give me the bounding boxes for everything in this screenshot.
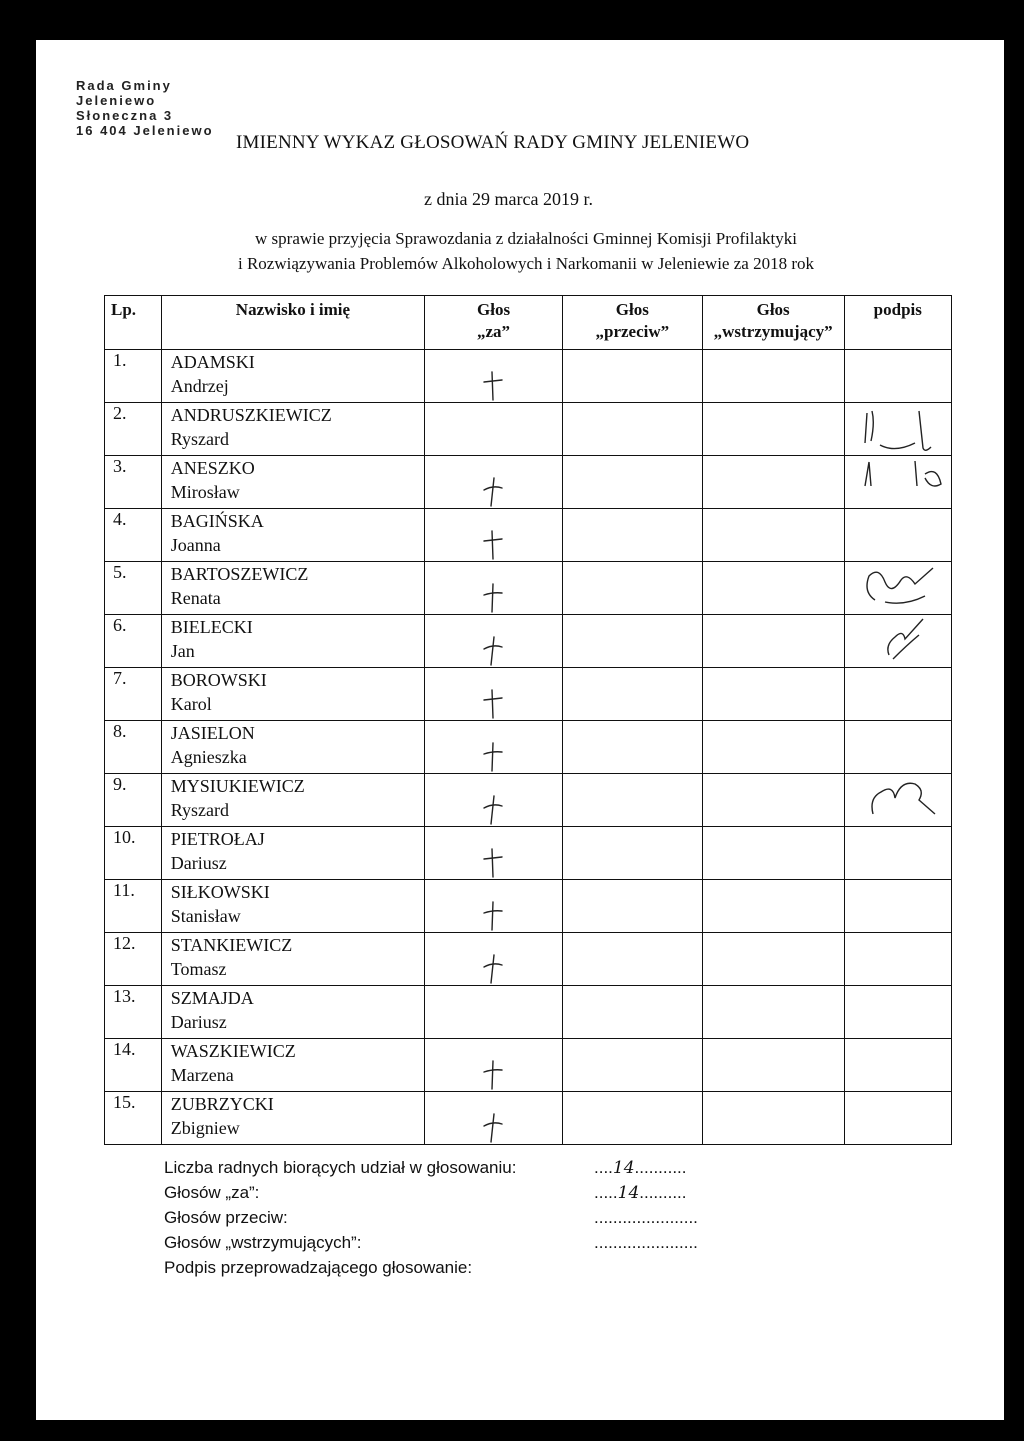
cell-lp: 6. xyxy=(105,615,162,668)
cell-surname: WASZKIEWICZ xyxy=(170,1041,296,1061)
summary-wstrzymujacy-value: ...................... xyxy=(594,1233,698,1252)
cell-surname: ZUBRZYCKI xyxy=(170,1094,274,1114)
cell-first-name: Agnieszka xyxy=(170,747,247,767)
header-lp: Lp. xyxy=(105,296,162,350)
signature-scribble xyxy=(845,562,950,614)
cell-przeciw xyxy=(562,933,702,986)
cell-name xyxy=(161,615,424,668)
header-podpis: podpis xyxy=(844,296,951,350)
header-wstrzymujacy-line2: „wstrzymujący” xyxy=(713,322,833,341)
cell-surname: BOROWSKI xyxy=(170,670,267,690)
cell-name xyxy=(161,880,424,933)
cell-przeciw xyxy=(562,721,702,774)
cell-name xyxy=(161,1092,424,1145)
cell-przeciw xyxy=(562,1092,702,1145)
cell-wstrzymujacy xyxy=(702,827,844,880)
cell-lp: 12. xyxy=(105,933,162,986)
cell-podpis xyxy=(844,562,951,615)
cell-wstrzymujacy xyxy=(702,721,844,774)
header-wstrzymujacy xyxy=(702,296,844,350)
cell-za xyxy=(425,350,563,403)
cell-przeciw xyxy=(562,456,702,509)
cell-surname: SIŁKOWSKI xyxy=(170,882,270,902)
header-przeciw-line2: „przeciw” xyxy=(595,322,670,341)
signature-scribble xyxy=(845,456,950,508)
cell-za xyxy=(425,615,563,668)
cell-lp: 4. xyxy=(105,509,162,562)
cell-przeciw xyxy=(562,880,702,933)
vote-cross-mark xyxy=(481,1057,505,1091)
cell-name xyxy=(161,933,424,986)
cell-przeciw xyxy=(562,350,702,403)
cell-wstrzymujacy xyxy=(702,774,844,827)
document-page xyxy=(36,40,1004,1420)
header-wstrzymujacy-line1: Głos xyxy=(756,300,790,319)
cell-surname: JASIELON xyxy=(170,723,255,743)
cell-za xyxy=(425,721,563,774)
cell-wstrzymujacy xyxy=(702,933,844,986)
cell-przeciw xyxy=(562,1039,702,1092)
cell-surname: BARTOSZEWICZ xyxy=(170,564,309,584)
vote-cross-mark xyxy=(481,898,505,932)
cell-name xyxy=(161,403,424,456)
cell-surname: ANDRUSZKIEWICZ xyxy=(170,405,332,425)
subject-line: w sprawie przyjęcia Sprawozdania z działalności Gminnej Komisji Profilaktyki xyxy=(255,229,797,248)
cell-wstrzymujacy xyxy=(702,1039,844,1092)
cell-podpis xyxy=(844,509,951,562)
cell-wstrzymujacy xyxy=(702,1092,844,1145)
cell-lp: 5. xyxy=(105,562,162,615)
cell-name xyxy=(161,1039,424,1092)
stamp-line: 16 404 Jeleniewo xyxy=(76,123,214,138)
cell-wstrzymujacy xyxy=(702,880,844,933)
summary-przeciw-value: ...................... xyxy=(594,1208,698,1227)
cell-first-name: Andrzej xyxy=(170,376,229,396)
cell-first-name: Jan xyxy=(170,641,195,661)
table-row xyxy=(105,986,952,1039)
vote-cross-mark xyxy=(481,633,505,667)
cell-first-name: Renata xyxy=(170,588,221,608)
stamp-line: Rada Gminy xyxy=(76,78,172,93)
subject-line: i Rozwiązywania Problemów Alkoholowych i Narkomanii w Jeleniewie za 2018 rok xyxy=(238,254,814,273)
cell-podpis xyxy=(844,827,951,880)
cell-lp: 14. xyxy=(105,1039,162,1092)
cell-name xyxy=(161,721,424,774)
cell-lp: 7. xyxy=(105,668,162,721)
cell-first-name: Marzena xyxy=(170,1065,234,1085)
table-row xyxy=(105,880,952,933)
table-row xyxy=(105,1092,952,1145)
cell-surname: BAGIŃSKA xyxy=(170,511,264,531)
cell-przeciw xyxy=(562,827,702,880)
cell-przeciw xyxy=(562,615,702,668)
vote-cross-mark xyxy=(481,474,505,508)
header-przeciw-line1: Głos xyxy=(615,300,649,319)
vote-cross-mark xyxy=(481,686,505,720)
summary-participants-label: Liczba radnych biorących udział w głosowaniu: xyxy=(164,1158,517,1177)
cell-za xyxy=(425,562,563,615)
cell-name xyxy=(161,509,424,562)
cell-name xyxy=(161,562,424,615)
cell-surname: PIETROŁAJ xyxy=(170,829,265,849)
summary-row xyxy=(164,1255,516,1280)
vote-cross-mark xyxy=(481,580,505,614)
cell-lp: 10. xyxy=(105,827,162,880)
cell-podpis xyxy=(844,986,951,1039)
cell-lp: 3. xyxy=(105,456,162,509)
cell-lp: 9. xyxy=(105,774,162,827)
cell-podpis xyxy=(844,403,951,456)
summary-row xyxy=(164,1205,698,1230)
table-row xyxy=(105,350,952,403)
cell-first-name: Ryszard xyxy=(170,800,229,820)
votes-table xyxy=(104,295,952,1145)
table-row xyxy=(105,774,952,827)
cell-surname: SZMAJDA xyxy=(170,988,254,1008)
cell-podpis xyxy=(844,615,951,668)
table-row xyxy=(105,668,952,721)
cell-first-name: Zbigniew xyxy=(170,1118,240,1138)
cell-za xyxy=(425,827,563,880)
cell-wstrzymujacy xyxy=(702,562,844,615)
cell-podpis xyxy=(844,933,951,986)
table-row xyxy=(105,456,952,509)
signature-scribble xyxy=(845,403,950,455)
cell-za xyxy=(425,456,563,509)
cell-lp: 2. xyxy=(105,403,162,456)
cell-first-name: Stanisław xyxy=(170,906,241,926)
summary-przeciw-label: Głosów przeciw: xyxy=(164,1208,288,1227)
cell-za xyxy=(425,1039,563,1092)
summary-signature-label: Podpis przeprowadzającego głosowanie: xyxy=(164,1258,473,1277)
cell-podpis xyxy=(844,668,951,721)
cell-surname: STANKIEWICZ xyxy=(170,935,293,955)
cell-lp: 11. xyxy=(105,880,162,933)
stamp-line: Słoneczna 3 xyxy=(76,108,174,123)
summary-row xyxy=(164,1180,687,1205)
cell-przeciw xyxy=(562,668,702,721)
cell-first-name: Dariusz xyxy=(170,1012,227,1032)
cell-za xyxy=(425,933,563,986)
document-date: z dnia 29 marca 2019 r. xyxy=(424,189,593,209)
cell-przeciw xyxy=(562,403,702,456)
header-za-line1: Głos xyxy=(477,300,511,319)
cell-lp: 8. xyxy=(105,721,162,774)
cell-lp: 1. xyxy=(105,350,162,403)
summary-row xyxy=(164,1155,687,1180)
council-stamp xyxy=(76,78,214,138)
cell-podpis xyxy=(844,1092,951,1145)
cell-lp: 13. xyxy=(105,986,162,1039)
cell-podpis xyxy=(844,350,951,403)
cell-za xyxy=(425,509,563,562)
cell-przeciw xyxy=(562,562,702,615)
cell-wstrzymujacy xyxy=(702,509,844,562)
cell-podpis xyxy=(844,880,951,933)
header-przeciw xyxy=(562,296,702,350)
cell-za xyxy=(425,986,563,1039)
table-row xyxy=(105,562,952,615)
cell-wstrzymujacy xyxy=(702,615,844,668)
document-subject xyxy=(136,226,916,276)
cell-surname: ADAMSKI xyxy=(170,352,255,372)
cell-wstrzymujacy xyxy=(702,456,844,509)
cell-przeciw xyxy=(562,986,702,1039)
cell-surname: ANESZKO xyxy=(170,458,255,478)
cell-first-name: Dariusz xyxy=(170,853,227,873)
cell-wstrzymujacy xyxy=(702,668,844,721)
table-row xyxy=(105,933,952,986)
cell-lp: 15. xyxy=(105,1092,162,1145)
cell-first-name: Mirosław xyxy=(170,482,240,502)
table-row xyxy=(105,403,952,456)
cell-przeciw xyxy=(562,774,702,827)
cell-first-name: Karol xyxy=(170,694,212,714)
cell-wstrzymujacy xyxy=(702,350,844,403)
header-name: Nazwisko i imię xyxy=(161,296,424,350)
vote-cross-mark xyxy=(481,1110,505,1144)
summary-row xyxy=(164,1230,698,1255)
table-header-row xyxy=(105,296,952,350)
cell-za xyxy=(425,880,563,933)
cell-first-name: Tomasz xyxy=(170,959,227,979)
summary-za-label: Głosów „za”: xyxy=(164,1183,260,1202)
cell-podpis xyxy=(844,774,951,827)
table-row xyxy=(105,509,952,562)
cell-name xyxy=(161,827,424,880)
cell-podpis xyxy=(844,456,951,509)
vote-cross-mark xyxy=(481,527,505,561)
vote-cross-mark xyxy=(481,739,505,773)
cell-name xyxy=(161,350,424,403)
header-za xyxy=(425,296,563,350)
cell-podpis xyxy=(844,1039,951,1092)
signature-scribble xyxy=(845,615,950,667)
cell-name xyxy=(161,986,424,1039)
cell-wstrzymujacy xyxy=(702,403,844,456)
cell-name xyxy=(161,774,424,827)
vote-cross-mark xyxy=(481,368,505,402)
cell-surname: MYSIUKIEWICZ xyxy=(170,776,305,796)
cell-first-name: Ryszard xyxy=(170,429,229,449)
cell-za xyxy=(425,403,563,456)
cell-za xyxy=(425,774,563,827)
cell-first-name: Joanna xyxy=(170,535,221,555)
header-za-line2: „za” xyxy=(477,322,511,341)
cell-surname: BIELECKI xyxy=(170,617,253,637)
cell-wstrzymujacy xyxy=(702,986,844,1039)
vote-cross-mark xyxy=(481,951,505,985)
summary-wstrzymujacy-label: Głosów „wstrzymujących”: xyxy=(164,1233,362,1252)
cell-za xyxy=(425,1092,563,1145)
stamp-line: Jeleniewo xyxy=(76,93,157,108)
cell-przeciw xyxy=(562,509,702,562)
table-row xyxy=(105,615,952,668)
cell-za xyxy=(425,668,563,721)
table-row xyxy=(105,827,952,880)
cell-podpis xyxy=(844,721,951,774)
table-row xyxy=(105,1039,952,1092)
cell-name xyxy=(161,456,424,509)
vote-cross-mark xyxy=(481,792,505,826)
document-title: IMIENNY WYKAZ GŁOSOWAŃ RADY GMINY JELENIEWO xyxy=(236,132,750,153)
signature-scribble xyxy=(845,774,950,826)
vote-summary xyxy=(164,1155,698,1280)
table-row xyxy=(105,721,952,774)
vote-cross-mark xyxy=(481,845,505,879)
cell-name xyxy=(161,668,424,721)
summary-participants-value: ....14........... xyxy=(594,1158,687,1178)
summary-za-value: .....14.......... xyxy=(594,1183,687,1203)
